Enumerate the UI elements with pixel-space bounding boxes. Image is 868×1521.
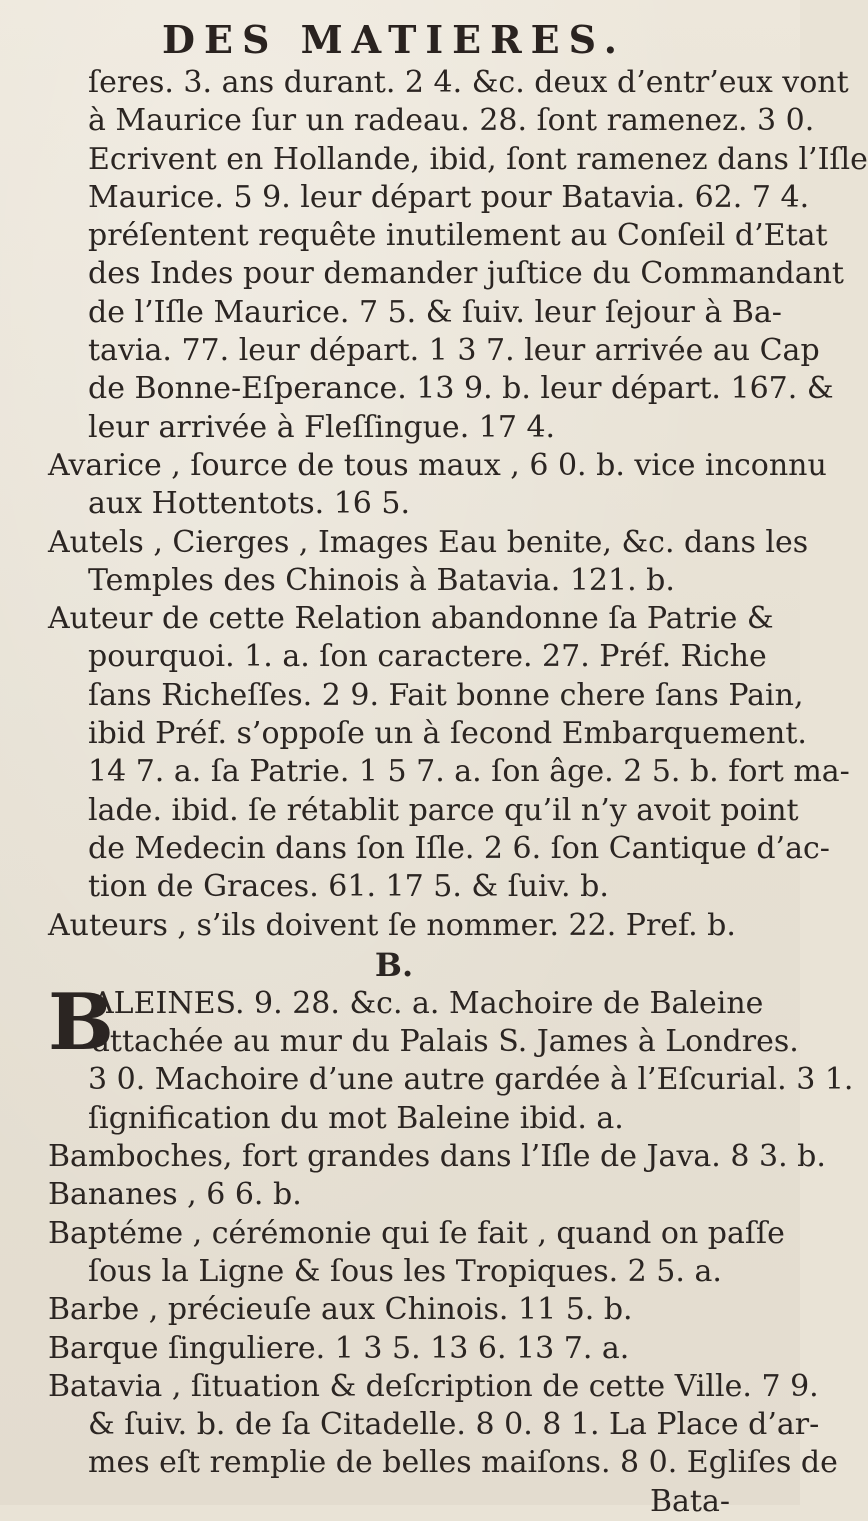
text-line: 14 7. a. ſa Patrie. 1 5 7. a. ſon âge. 2 5. b. fort ma- xyxy=(88,754,850,790)
text-line: Bamboches, fort grandes dans l’Iſle de Java. 8 3. b. xyxy=(48,1139,826,1175)
text-line: Barque ſinguliere. 1 3 5. 13 6. 13 7. a. xyxy=(48,1330,630,1366)
text-line: Autels , Cierges , Images Eau benite, &c. dans les xyxy=(48,524,809,560)
text-line: Auteurs , s’ils doivent ſe nommer. 22. Pref. b. xyxy=(48,907,736,943)
dropcap-line-text-2: attachée au mur du Palais S. James à Londres. xyxy=(92,1024,799,1060)
text-line: ſeres. 3. ans durant. 2 4. &c. deux d’entr’eux vont xyxy=(88,65,849,100)
text-line: Batavia , ſituation & deſcription de cette Ville. 7 9. xyxy=(48,1368,819,1404)
text-line: Maurice. 5 9. leur départ pour Batavia. 62. 7 4. xyxy=(88,179,810,215)
text-line: pourquoi. 1. a. ſon caractere. 27. Préf. Riche xyxy=(88,639,767,675)
text-line: Temples des Chinois à Batavia. 121. b. xyxy=(88,562,675,598)
text-line: mes eſt remplie de belles maiſons. 8 0. Egliſes de xyxy=(88,1445,838,1481)
running-title: DES MATIERES. xyxy=(162,17,626,62)
dropcap-line-text-1: ALEINES. 9. 28. &c. a. Machoire de Baleine xyxy=(92,985,764,1021)
text-line: de Bonne-Eſperance. 13 9. b. leur départ. 167. & xyxy=(88,371,834,407)
text-line: Auteur de cette Relation abandonne ſa Patrie & xyxy=(48,601,774,637)
text-line: ſous la Ligne & ſous les Tropiques. 2 5. a. xyxy=(88,1253,722,1289)
text-line: ſans Richeſſes. 2 9. Fait bonne chere ſans Pain, xyxy=(88,677,804,713)
text-line: tavia. 77. leur départ. 1 3 7. leur arrivée au Cap xyxy=(88,333,820,369)
text-line: préſentent requête inutilement au Conſeil d’Etat xyxy=(88,218,828,254)
text-line: lade. ibid. ſe rétablit parce qu’il n’y avoit point xyxy=(88,792,799,828)
text-line: Avarice , ſource de tous maux , 6 0. b. vice inconnu xyxy=(48,447,827,483)
text-line: des Indes pour demander juſtice du Commandant xyxy=(88,256,844,292)
text-line: de l’Iſle Maurice. 7 5. & ſuiv. leur ſejour à Ba- xyxy=(88,294,782,330)
text-line: aux Hottentots. 16 5. xyxy=(88,486,411,522)
text-line: leur arrivée à Fleſſingue. 17 4. xyxy=(88,409,556,445)
index-lines-a xyxy=(48,64,868,945)
text-line: ibid Préf. s’oppoſe un à ſecond Embarquement. xyxy=(88,716,807,752)
text-line: ſignification du mot Baleine ibid. a. xyxy=(88,1100,624,1136)
text-line: de Medecin dans ſon Iſle. 2 6. ſon Cantique d’ac- xyxy=(88,830,830,866)
text-line: Barbe , précieuſe aux Chinois. 11 5. b. xyxy=(48,1292,633,1328)
text-line: tion de Graces. 61. 17 5. & ſuiv. b. xyxy=(88,869,609,905)
index-entries xyxy=(48,64,868,1521)
text-line: Bananes , 6 6. b. xyxy=(48,1177,302,1213)
catchword: Bata- xyxy=(649,1483,730,1519)
text-line: Ecrivent en Hollande, ibid, ſont ramenez dans l’Iſle xyxy=(88,141,868,177)
text-line: à Maurice ſur un radeau. 28. ſont ramenez. 3 0. xyxy=(88,103,815,139)
text-line: & ſuiv. b. de ſa Citadelle. 8 0. 8 1. La Place d’ar- xyxy=(88,1407,820,1443)
text-line: Baptéme , cérémonie qui ſe fait , quand on paſſe xyxy=(48,1215,785,1251)
index-lines-b xyxy=(48,1061,854,1482)
drop-capital: B xyxy=(48,976,114,1068)
section-letter: B. xyxy=(374,945,414,984)
dropcap-line-2 xyxy=(48,1023,799,1061)
text-line: 3 0. Machoire d’une autre gardée à l’Eſcurial. 3 1. xyxy=(88,1062,854,1098)
